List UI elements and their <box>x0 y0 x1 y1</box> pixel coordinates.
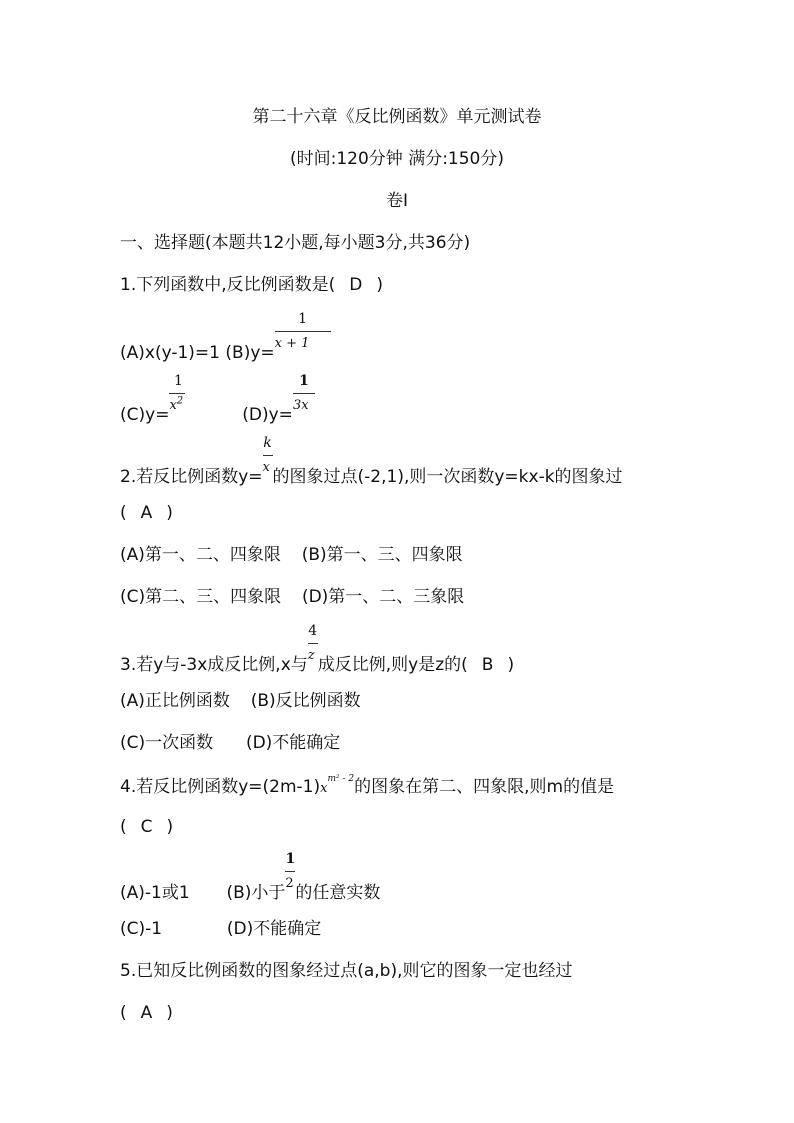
fraction-bar <box>285 871 295 872</box>
question-text: 3.若y与-3x成反比例,x与 <box>120 655 308 675</box>
fraction <box>307 623 318 670</box>
open-paren: ( <box>120 503 127 523</box>
close-paren: ) <box>166 503 173 523</box>
fraction-bar <box>293 393 315 394</box>
question-1-stem <box>120 274 383 296</box>
close-paren: ) <box>376 275 383 295</box>
fraction-denominator: z <box>307 648 315 663</box>
option-b-prefix: (B)小于 <box>226 883 286 903</box>
question-4-stem <box>120 776 614 798</box>
question-2-options-ab <box>120 544 463 566</box>
option-c: (C)-1 <box>120 919 163 939</box>
open-paren: ( <box>120 817 127 837</box>
option-d: (D)不能确定 <box>245 733 341 753</box>
option-b: (B)反比例函数 <box>250 691 361 711</box>
question-text-continued: 的图象在第二、四象限,则m的值是 <box>354 777 615 797</box>
fraction-denominator: 3x <box>292 398 309 413</box>
question-1-options-ab <box>120 311 331 363</box>
fraction-denominator: $x^2$ <box>169 395 184 413</box>
question-2-options-cd <box>120 586 464 608</box>
question-text: 2.若反比例函数y= <box>120 467 263 487</box>
fraction-numerator: 1 <box>298 311 308 327</box>
section-heading: 一、选择题(本题共12小题,每小题3分,共36分) <box>120 233 471 253</box>
fraction-bar <box>308 643 318 644</box>
option-a: (A)x(y-1)=1 <box>120 343 220 363</box>
volume-label: 卷Ⅰ <box>385 191 408 211</box>
exam-title: 第二十六章《反比例函数》单元测试卷 <box>252 107 542 127</box>
close-paren: ) <box>166 1003 173 1023</box>
option-c: (C)一次函数 <box>120 733 214 753</box>
fraction <box>169 373 187 420</box>
exponent: 2 <box>176 395 184 407</box>
power-expression <box>320 776 354 800</box>
answer-letter: B <box>481 655 494 675</box>
option-b-prefix: (B)y= <box>225 343 275 363</box>
fraction-numerator: 1 <box>285 851 296 867</box>
answer-letter: A <box>140 1003 153 1023</box>
question-3-options-cd <box>120 732 340 754</box>
option-b: (B)第一、三、四象限 <box>301 545 463 565</box>
fraction <box>262 435 273 482</box>
option-d: (D)第一、二、三象限 <box>301 587 465 607</box>
option-a: (A)-1或1 <box>120 883 190 903</box>
fraction-denominator: x <box>262 460 270 475</box>
question-1-options-cd <box>120 373 315 425</box>
question-4-options-ab <box>120 851 381 903</box>
option-c: (C)第二、三、四象限 <box>120 587 282 607</box>
question-4-answer <box>120 816 173 838</box>
option-c-prefix: (C)y= <box>120 405 170 425</box>
fraction-numerator: 4 <box>308 623 318 639</box>
power-base: x <box>320 781 328 796</box>
question-2-answer <box>120 502 173 524</box>
close-paren: ) <box>166 817 174 837</box>
question-5-answer <box>120 1002 173 1024</box>
option-a: (A)正比例函数 <box>120 691 230 711</box>
fraction-numerator: k <box>263 435 272 451</box>
answer-letter: A <box>140 503 153 523</box>
question-text-continued: 成反比例,则y是z的( <box>317 655 468 675</box>
exam-subtitle: (时间:120分钟 满分:150分) <box>289 149 505 169</box>
fraction-bar <box>275 331 331 332</box>
question-3-options-ab <box>120 690 361 712</box>
fraction-denominator: 2 <box>285 876 294 891</box>
close-paren: ) <box>507 655 515 675</box>
fraction-numerator: 1 <box>299 373 309 389</box>
question-2-stem <box>120 435 623 487</box>
fraction <box>285 851 296 898</box>
option-d: (D)不能确定 <box>226 919 322 939</box>
question-4-options-cd <box>120 918 321 940</box>
option-b-suffix: 的任意实数 <box>295 883 381 903</box>
question-text-continued: 的图象过点(-2,1),则一次函数y=kx-k的图象过 <box>272 467 623 487</box>
fraction <box>292 373 315 420</box>
question-text: 4.若反比例函数y=(2m-1) <box>120 777 321 797</box>
option-a: (A)第一、二、四象限 <box>120 545 281 565</box>
option-d-prefix: (D)y= <box>242 405 293 425</box>
fraction-numerator: 1 <box>173 373 183 389</box>
open-paren: ( <box>120 1003 127 1023</box>
fraction-bar <box>169 393 185 394</box>
fraction-denominator: x + 1 <box>274 336 310 351</box>
question-5-stem: 5.已知反比例函数的图象经过点(a,b),则它的图象一定也经过 <box>120 961 573 981</box>
question-text: 1.下列函数中,反比例函数是( <box>120 275 336 295</box>
fraction <box>274 311 331 358</box>
power-exponent: m² - 2 <box>327 774 355 785</box>
answer-letter: C <box>140 817 153 837</box>
fraction-bar <box>263 455 273 456</box>
question-3-stem <box>120 623 515 675</box>
answer-letter: D <box>349 275 363 295</box>
